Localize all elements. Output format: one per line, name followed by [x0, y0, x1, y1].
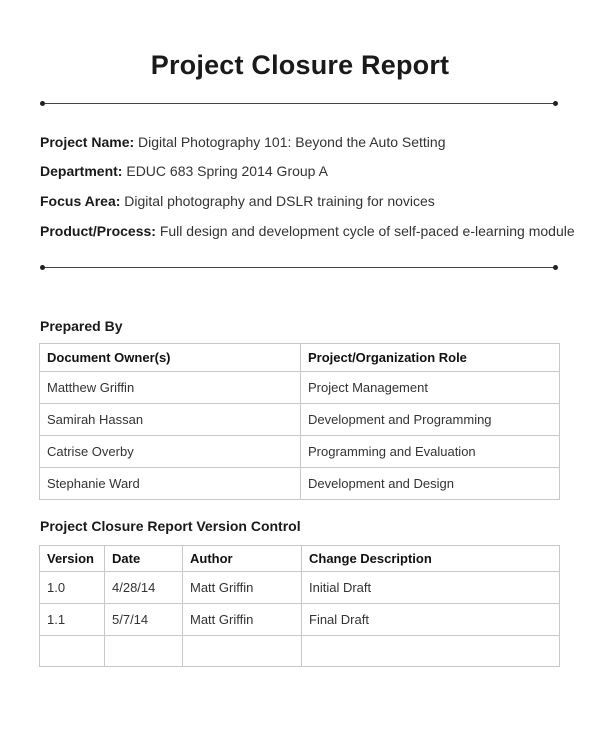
column-header: Author — [183, 546, 302, 572]
top-divider — [42, 103, 556, 104]
owner-role-cell: Development and Programming — [301, 404, 560, 436]
column-header: Document Owner(s) — [40, 344, 301, 372]
version-cell: 1.1 — [40, 604, 105, 636]
date-cell: 4/28/14 — [105, 572, 183, 604]
focus-area-value: Digital photography and DSLR training for novices — [124, 193, 435, 209]
product-process-label: Product/Process: — [40, 223, 156, 239]
department-value: EDUC 683 Spring 2014 Group A — [126, 163, 328, 179]
owner-name-cell: Stephanie Ward — [40, 468, 301, 500]
change-description-cell — [302, 636, 560, 667]
focus-area-line — [40, 193, 435, 209]
prepared-by-table — [39, 343, 560, 500]
date-cell: 5/7/14 — [105, 604, 183, 636]
column-header: Date — [105, 546, 183, 572]
change-description-cell: Final Draft — [302, 604, 560, 636]
date-cell — [105, 636, 183, 667]
project-name-line — [40, 134, 446, 150]
version-control-table — [39, 545, 560, 667]
project-name-label: Project Name: — [40, 134, 135, 150]
bottom-divider — [42, 267, 556, 268]
project-name-value: Digital Photography 101: Beyond the Auto Setting — [138, 134, 446, 150]
page-title: Project Closure Report — [150, 50, 450, 80]
owner-role-cell: Development and Design — [301, 468, 560, 500]
product-process-line — [40, 223, 575, 239]
owner-name-cell: Matthew Griffin — [40, 372, 301, 404]
author-cell: Matt Griffin — [183, 604, 302, 636]
version-cell — [40, 636, 105, 667]
table-row — [40, 604, 560, 636]
department-line — [40, 163, 328, 179]
owner-role-cell: Project Management — [301, 372, 560, 404]
owner-name-cell: Catrise Overby — [40, 436, 301, 468]
column-header: Change Description — [302, 546, 560, 572]
prepared-by-heading: Prepared By — [40, 318, 123, 334]
table-row — [40, 636, 560, 667]
owner-role-cell: Programming and Evaluation — [301, 436, 560, 468]
department-label: Department: — [40, 163, 123, 179]
column-header: Project/Organization Role — [301, 344, 560, 372]
product-process-value: Full design and development cycle of self-paced e-learning module — [159, 223, 575, 239]
focus-area-label: Focus Area: — [40, 193, 121, 209]
table-header-row — [40, 546, 560, 572]
owner-name-cell: Samirah Hassan — [40, 404, 301, 436]
author-cell: Matt Griffin — [183, 572, 302, 604]
version-control-heading: Project Closure Report Version Control — [40, 518, 301, 534]
version-cell: 1.0 — [40, 572, 105, 604]
table-row — [40, 372, 560, 404]
table-row — [40, 404, 560, 436]
table-row — [40, 468, 560, 500]
column-header: Version — [40, 546, 105, 572]
table-header-row — [40, 344, 560, 372]
table-row — [40, 436, 560, 468]
change-description-cell: Initial Draft — [302, 572, 560, 604]
author-cell — [183, 636, 302, 667]
table-row — [40, 572, 560, 604]
